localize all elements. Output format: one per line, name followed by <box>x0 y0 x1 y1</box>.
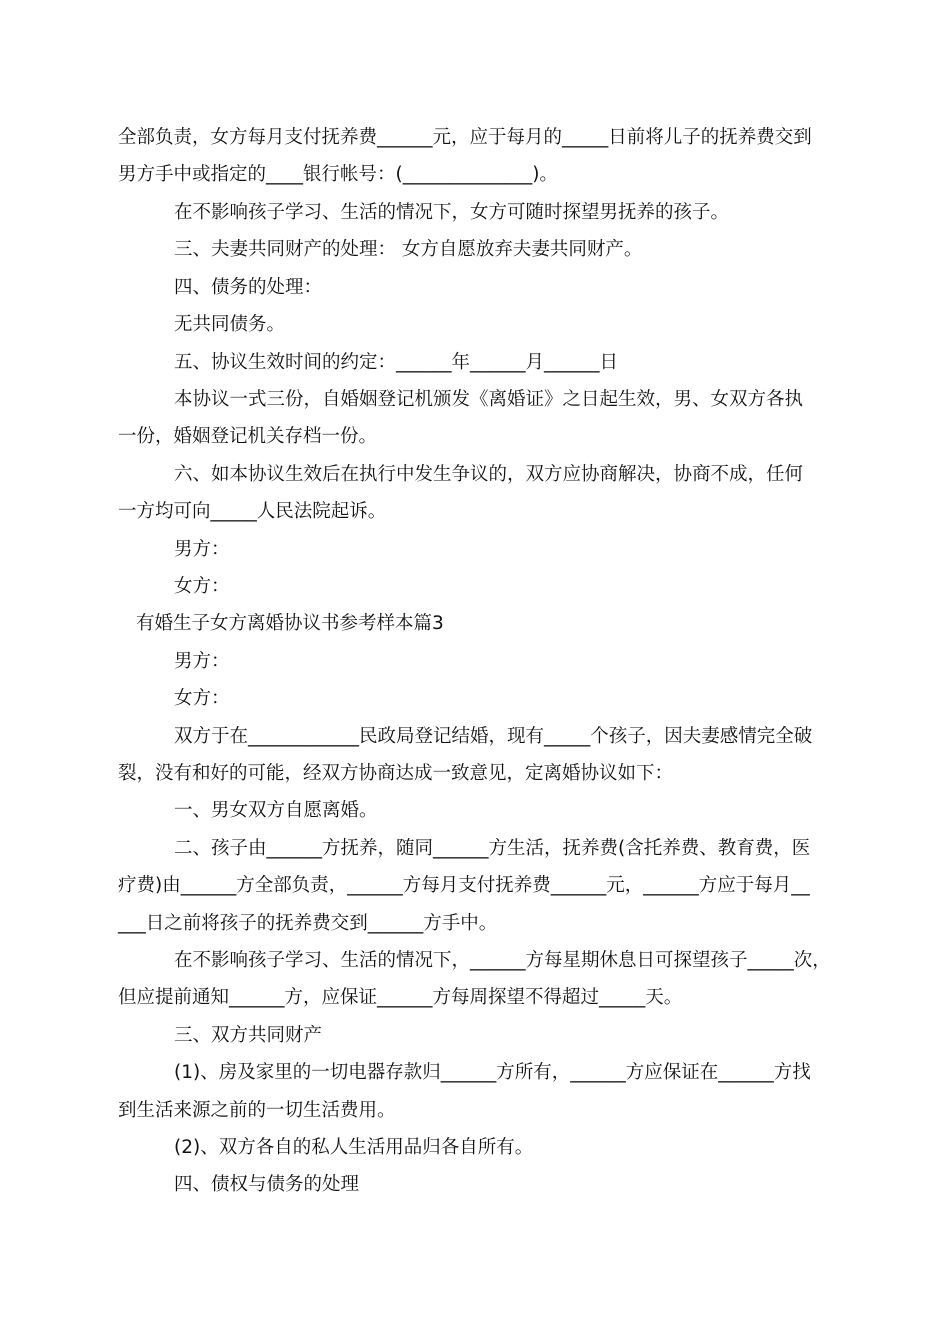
paragraph-line: 到生活来源之前的一切生活费用。 <box>118 1100 396 1121</box>
section-heading: 二、孩子由______方抚养，随同______方生活，抚养费(含托养费、教育费，医 <box>174 838 811 859</box>
paragraph-line: 一方均可向_____人民法院起诉。 <box>118 501 387 522</box>
paragraph-line: 本协议一式三份，自婚姻登记机颁发《离婚证》之日起生效，男、女双方各执 <box>174 389 804 410</box>
paragraph-line: 全部负责，女方每月支付抚养费______元，应于每月的_____日前将儿子的抚养费交到 <box>118 127 812 148</box>
signature-label-female: 女方： <box>174 576 230 597</box>
paragraph-line: 一份，婚姻登记机关存档一份。 <box>118 426 378 447</box>
list-item: (1)、房及家里的一切电器存款归______方所有，______方应保证在______方找 <box>174 1062 811 1083</box>
section-heading: 一、男女双方自愿离婚。 <box>174 800 378 821</box>
section-heading: 五、协议生效时间的约定：______年______月______日 <box>174 352 619 373</box>
paragraph-line: 六、如本协议生效后在执行中发生争议的，双方应协商解决，协商不成，任何 <box>174 464 804 485</box>
section-heading: 四、债权与债务的处理 <box>174 1174 360 1195</box>
paragraph-line: 双方于在____________民政局登记结婚，现有_____个孩子，因夫妻感情完全破 <box>174 726 813 747</box>
paragraph-line: 在不影响孩子学习、生活的情况下，女方可随时探望男抚养的孩子。 <box>174 202 730 223</box>
paragraph-line: 无共同债务。 <box>174 314 286 335</box>
list-item: (2)、双方各自的私人生活用品归各自所有。 <box>174 1137 534 1158</box>
paragraph-line: 在不影响孩子学习、生活的情况下，______方每星期休息日可探望孩子_____次， <box>174 950 831 971</box>
section-heading: 三、夫妻共同财产的处理： 女方自愿放弃夫妻共同财产。 <box>174 239 643 260</box>
party-label-female: 女方： <box>174 688 230 709</box>
paragraph-line: 裂，没有和好的可能，经双方协商达成一致意见，定离婚协议如下： <box>118 763 674 784</box>
section-heading: 三、双方共同财产 <box>174 1025 323 1046</box>
paragraph-line: 男方手中或指定的____银行帐号：(______________)。 <box>118 164 558 185</box>
document-title: 有婚生子女方离婚协议书参考样本篇3 <box>136 613 444 634</box>
signature-label-male: 男方： <box>174 539 230 560</box>
paragraph-line: 但应提前通知______方，应保证______方每周探望不得超过_____天。 <box>118 987 683 1008</box>
paragraph-line: ___日之前将孩子的抚养费交到______方手中。 <box>118 913 498 934</box>
section-heading: 四、债务的处理： <box>174 277 323 298</box>
paragraph-line: 疗费)由______方全部负责，______方每月支付抚养费______元，______方应于每月__ <box>118 875 810 896</box>
party-label-male: 男方： <box>174 651 230 672</box>
